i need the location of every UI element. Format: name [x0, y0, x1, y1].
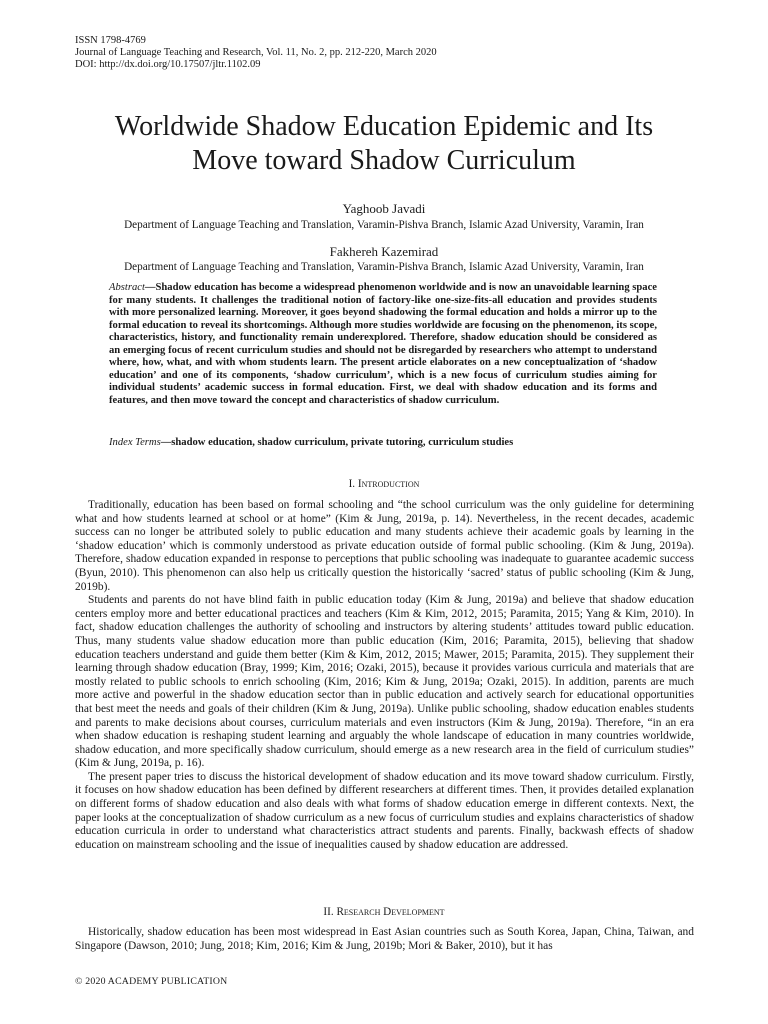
- issn: ISSN 1798-4769: [75, 35, 146, 46]
- doi-link[interactable]: DOI: http://dx.doi.org/10.17507/jltr.1102.09: [75, 59, 261, 70]
- author-name-2: Fakhereh Kazemirad: [329, 244, 439, 259]
- index-terms: [109, 437, 657, 450]
- introduction-body: [75, 499, 694, 852]
- research-development-body: [75, 926, 694, 953]
- author-affiliation-2: Department of Language Teaching and Translation, Varamin-Pishva Branch, Islamic Azad University, Varamin, Iran: [124, 261, 644, 273]
- title-line-2: Move toward Shadow Curriculum: [192, 145, 576, 176]
- paper-title: [40, 110, 728, 178]
- abstract-label: Abstract: [109, 282, 145, 293]
- abstract: [109, 282, 657, 407]
- journal-header: [75, 35, 437, 71]
- abstract-text: —Shadow education has become a widespread phenomenon worldwide and is now an unavoidable learning space for many students. It challenges the traditional notion of factory-like one-size-fits-all education and provides students with more personalized learning. Moreover, it goes beyond shadowing the formal education and holds a mirror up to the formal education to reveal its shortcomings. Although more studies worldwide are focusing on the phenomenon, its scope, characteristics, history, and functionality remain underexplored. Therefore, shadow education should be considered as an emerging focus of recent curriculum studies and should not be disregarded by researchers who attempt to understand where, how, what, and with whom students learn. The present article elaborates on a new conceptualization of ‘shadow education’ and one of its components, ‘shadow curriculum’, which is a new focus of curriculum studies aiming for individual students’ academic success in formal education. First, we deal with shadow education and its forms and features, and then move toward the concept and characteristics of shadow curriculum.: [109, 282, 657, 406]
- author-name-1: Yaghoob Javadi: [342, 201, 426, 216]
- section-heading-introduction: I. Introduction: [348, 478, 420, 490]
- paragraph: Historically, shadow education has been most widespread in East Asian countries such as South Korea, Japan, China, Taiwan, and Singapore (Dawson, 2010; Jung, 2018; Kim, 2016; Kim & Jung, 2019b; Mori & Baker, 2010), but it has: [75, 926, 694, 952]
- title-line-1: Worldwide Shadow Education Epidemic and Its: [114, 111, 654, 142]
- index-terms-label: Index Terms: [109, 437, 161, 448]
- paragraph: Students and parents do not have blind faith in public education today (Kim & Jung, 2019a) and believe that shadow education centers employ more and better educational practices and teachers (Kim & Kim, 2012, 2015; Paramita, 2015; Yang & Kim, 2010). In fact, shadow education challenges the authority of schooling and instructors by altering students’ attitudes toward public education. Thus, many students value shadow education more than public education (Kim, 2016; Paramita, 2015), believing that shadow education teachers understand and guide them better (Kim & Kim, 2012, 2015; Mawer, 2015; Paramita, 2015). They supplement their learning through shadow education (Bray, 1999; Kim, 2016; Ozaki, 2015), because it provides various curricula and materials that are mostly related to public schools to enrich schooling (Kim, 2016; Kim & Jung, 2019a; Ozaki, 2015). In addition, parents are much more active and powerful in the shadow education sector than in public education and actively search for educational opportunities that best meet the needs and goals of their children (Kim & Jung, 2019a). Unlike public schooling, shadow education enables students and parents to make decisions about courses, curriculum materials and even instructors (Kim & Jung, 2019a). Therefore, “in an era when shadow education is reshaping student learning and arguably the whole landscape of education in many countries worldwide, shadow education, and more specifically shadow curriculum, should emerge as a new research area in the field of curriculum studies” (Kim & Jung, 2019a, p. 16).: [75, 594, 694, 770]
- paragraph: The present paper tries to discuss the historical development of shadow education and its move toward shadow curriculum. Firstly, it focuses on how shadow education has been defined by different researchers at different times. Then, it provides detailed explanation on different forms of shadow education and also deals with what forms of shadow education emerge in different contexts. Next, the paper looks at the conceptualization of shadow curriculum as a new focus of curriculum studies and explains characteristics of shadow education curricula in order to understand what characteristics attract students and parents. Finally, backwash effects of shadow education on mainstream schooling and the issue of inequalities caused by shadow education are addressed.: [75, 770, 694, 851]
- section-heading-research-development: II. Research Development: [323, 906, 445, 918]
- journal-citation: Journal of Language Teaching and Research, Vol. 11, No. 2, pp. 212-220, March 2020: [75, 47, 437, 58]
- author-affiliation-1: Department of Language Teaching and Translation, Varamin-Pishva Branch, Islamic Azad University, Varamin, Iran: [124, 219, 644, 231]
- index-terms-text: —shadow education, shadow curriculum, private tutoring, curriculum studies: [160, 437, 514, 448]
- copyright-footer: © 2020 ACADEMY PUBLICATION: [75, 976, 228, 987]
- paragraph: Traditionally, education has been based on formal schooling and “the school curriculum was the only guideline for determining what and how students learned at school or at home” (Kim & Jung, 2019a, p. 14). Nevertheless, in the recent decades, academic success can no longer be attributed solely to public education and many students achieve their academic goals by learning in the ‘shadow education’ which is commonly understood as private education outside of formal public schooling. (Kim & Jung, 2019a). Therefore, shadow education expanded in response to perceptions that public schooling was inadequate to guarantee academic success (Byun, 2010). This phenomenon can also help us critically question the historically ‘sacred’ status of public schooling (Kim & Jung, 2019b).: [75, 499, 694, 593]
